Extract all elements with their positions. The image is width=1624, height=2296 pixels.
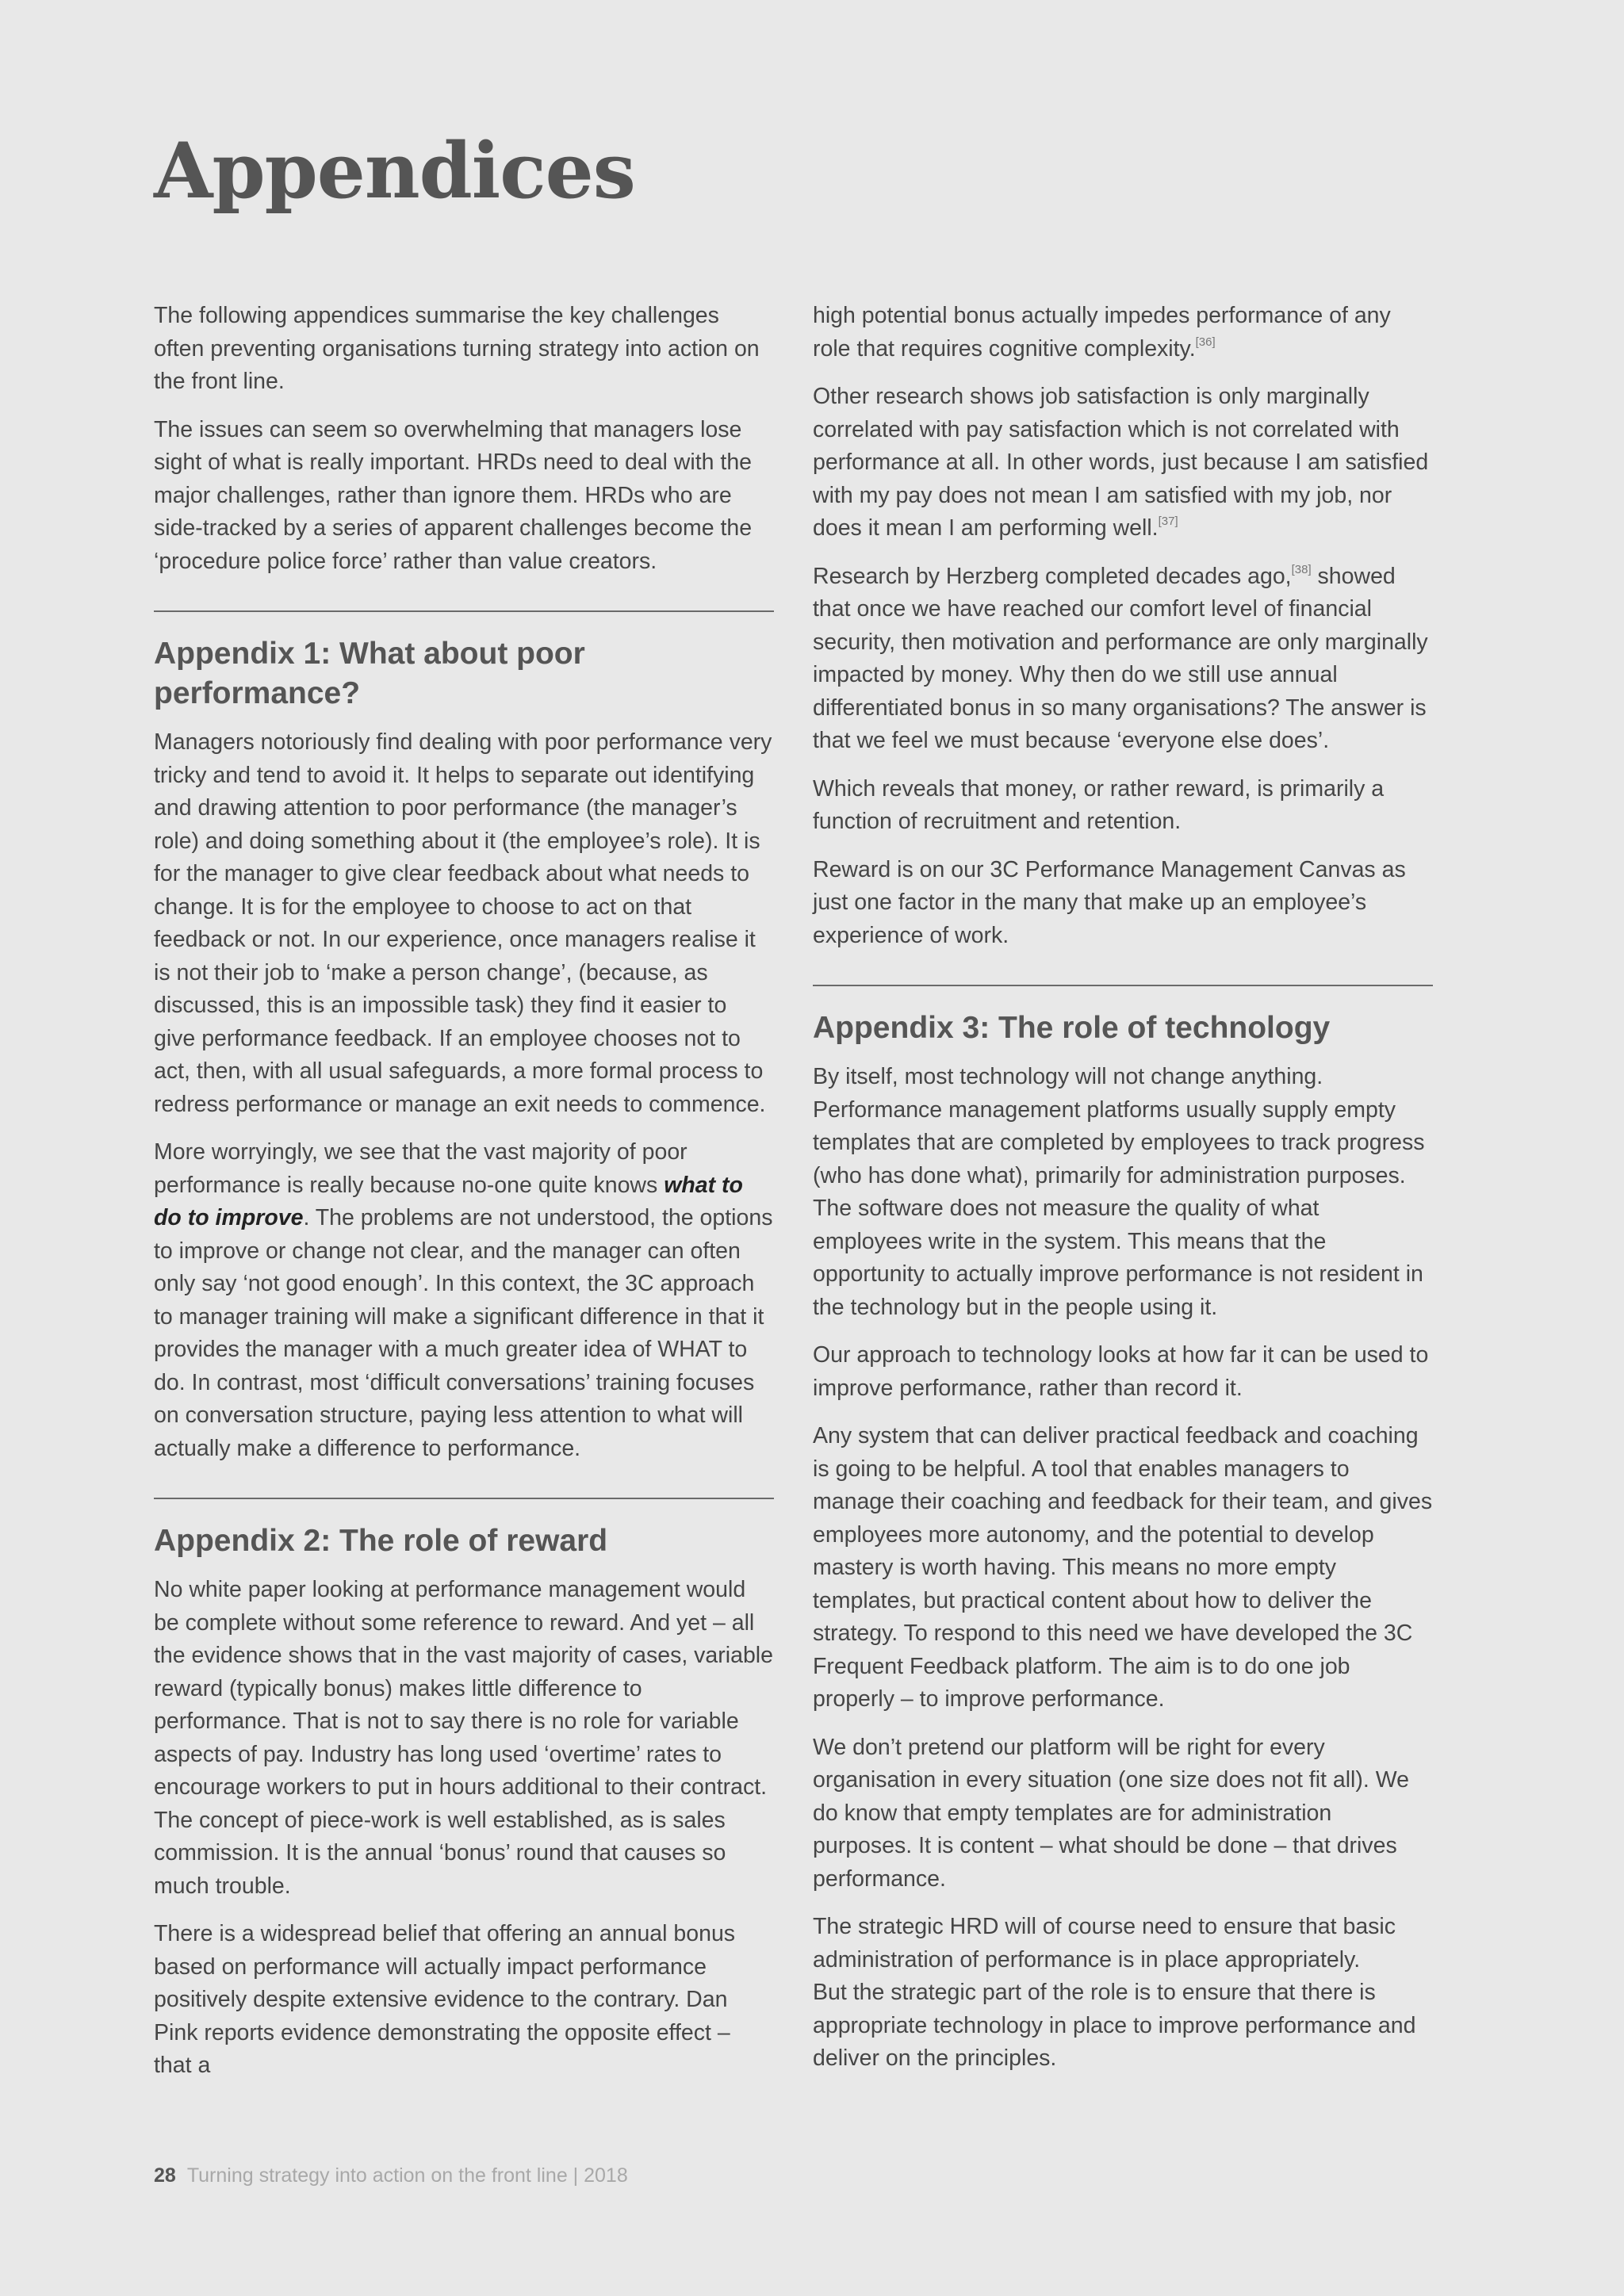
footer-text: Turning strategy into action on the front line | 2018 (186, 2164, 628, 2187)
appendix-3-paragraph-2: Our approach to technology looks at how far it can be used to improve performance, rather than record it. (813, 1342, 1429, 1401)
appendix-1-paragraph-2 (154, 1136, 774, 1465)
intro-paragraph-1: The following appendices summarise the key challenges often preventing organisations turning strategy into action on the front line. (154, 303, 760, 394)
section-divider-2 (154, 1498, 774, 1499)
appendix-2-paragraph-2: There is a widespread belief that offering an annual bonus based on performance will actually impact performance positively despite extensive evidence to the contrary. Dan Pink reports evidence demonstrating the opposite effect – that a (154, 1921, 736, 2078)
strategic-hrd-text-2: But the strategic part of the role is to ensure that there is appropriate technology in place to improve performance and deliver on the principles. (813, 1980, 1416, 2071)
appendix-2-paragraph-2-continued (813, 300, 1433, 365)
left-column (154, 300, 774, 2098)
continued-text: high potential bonus actually impedes performance of any role that requires cognitive complexity. (813, 303, 1391, 362)
footnote-ref-36[interactable]: [36] (1195, 335, 1216, 349)
strategic-hrd-text-1: The strategic HRD will of course need to ensure that basic administration of performance is in place appropriately. (813, 1914, 1396, 1973)
satisfaction-text: Other research shows job satisfaction is only marginally correlated with pay satisfaction which is not correlated with performance at all. In other words, just because I am satisfied with my pay does not mean I am satisfied with my job, nor does it mean I am performing well. (813, 384, 1429, 541)
footnote-ref-37[interactable]: [37] (1158, 515, 1178, 528)
appendix-2-paragraph-5: Which reveals that money, or rather reward, is primarily a function of recruitment and retention. (813, 775, 1385, 834)
right-column (813, 300, 1433, 2091)
appendix-2-heading: Appendix 2: The role of reward (154, 1524, 608, 1558)
appendix-1-paragraph-2-start: More worryingly, we see that the vast majority of poor performance is really because no-one quite knows (154, 1139, 688, 1198)
section-divider-1 (154, 610, 774, 612)
appendix-2-paragraph-4 (813, 561, 1433, 758)
appendix-2-paragraph-3 (813, 381, 1433, 545)
page-title: Appendices (154, 126, 635, 216)
appendix-2-paragraph-6: Reward is on our 3C Performance Management Canvas as just one factor in the many that make up an employee’s experience of work. (813, 856, 1406, 948)
footnote-ref-38[interactable]: [38] (1291, 562, 1312, 576)
appendix-3-paragraph-3: Any system that can deliver practical feedback and coaching is going to be helpful. A tool that enables managers to manage their coaching and feedback for their team, and gives employees more autonomy, and the potential to develop mastery is worth having. This means no more empty templates, but practical content about how to deliver the strategy. To respond to this need we have developed the 3C Frequent Feedback platform. The aim is to do one job properly – to improve performance. (813, 1423, 1433, 1712)
appendix-1-heading: Appendix 1: What about poor performance? (154, 637, 585, 710)
appendix-3-heading: Appendix 3: The role of technology (813, 1011, 1331, 1045)
appendix-2-paragraph-1: No white paper looking at performance management would be complete without some reference to reward. And yet – all the evidence shows that in the vast majority of cases, variable reward (typically bonus) makes little difference to performance. That is not to say there is no role for variable aspects of pay. Industry has long used ‘overtime’ rates to encourage workers to put in hours additional to their contract. The concept of piece-work is well established, as is sales commission. It is the annual ‘bonus’ round that causes so much trouble. (154, 1577, 773, 1899)
emphasis-what-to-do: what to do to improve (154, 1172, 743, 1230)
appendix-3-paragraph-5 (813, 1911, 1433, 2076)
section-divider-3 (813, 985, 1433, 986)
herzberg-text-end: showed that once we have reached our comfort level of financial security, then motivation and performance are only marginally impacted by money. Why then do we still use annual differentiated bonus in so many organisations? The answer is that we feel we must because ‘everyone else does’. (813, 563, 1428, 753)
page-footer (154, 2164, 628, 2187)
page-number: 28 (154, 2164, 176, 2187)
appendix-3-paragraph-1: By itself, most technology will not change anything. Performance management platforms usually supply empty templates that are completed by employees to track progress (who has done what), primarily for administration purposes. The software does not measure the quality of what employees write in the system. This means that the opportunity to actually improve performance is not resident in the technology but in the people using it. (813, 1064, 1425, 1320)
appendix-1-paragraph-2-end: . The problems are not understood, the options to improve or change not clear, and the manager can often only say ‘not good enough’. In this context, the 3C approach to manager training will make a significant difference in that it provides the manager with a much greater idea of WHAT to do. In contrast, most ‘difficult conversations’ training focuses on conversation structure, paying less attention to what will actually make a difference to performance. (154, 1205, 773, 1461)
herzberg-text-start: Research by Herzberg completed decades ago, (813, 563, 1292, 589)
appendix-3-paragraph-4: We don’t pretend our platform will be right for every organisation in every situation (one size does not fit all). We do know that empty templates are for administration purposes. It is content – what should be done – that drives performance. (813, 1734, 1409, 1892)
intro-paragraph-2: The issues can seem so overwhelming that managers lose sight of what is really important. HRDs need to deal with the major challenges, rather than ignore them. HRDs who are side-tracked by a series of apparent challenges become the ‘procedure police force’ rather than value creators. (154, 416, 753, 574)
appendix-1-paragraph-1: Managers notoriously find dealing with poor performance very tricky and tend to avoid it. It helps to separate out identifying and drawing attention to poor performance (the manager’s role) and doing something about it (the employee’s role). It is for the manager to give clear feedback about what needs to change. It is for the employee to choose to act on that feedback or not. In our experience, once managers realise it is not their job to ‘make a person change’, (because, as discussed, this is an impossible task) they find it easier to give performance feedback. If an employee chooses not to act, then, with all usual safeguards, a more formal process to redress performance or manage an exit needs to commence. (154, 729, 772, 1117)
